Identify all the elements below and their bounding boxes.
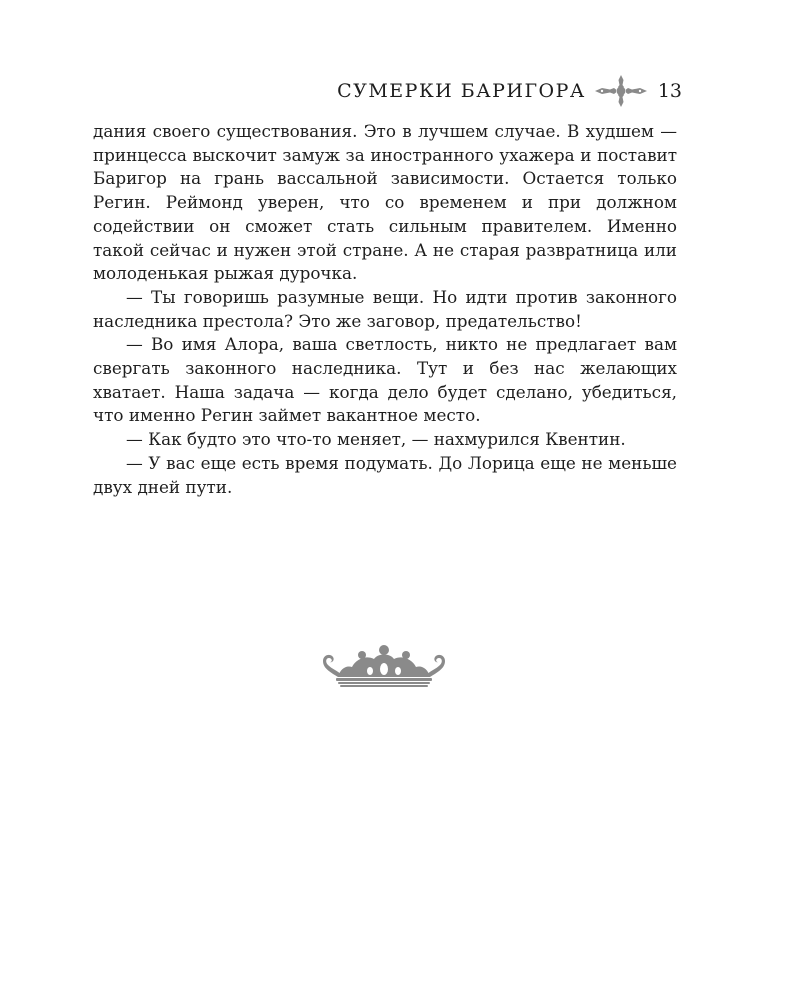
- page-number: 13: [657, 79, 682, 102]
- cross-ornament-icon: [592, 73, 650, 109]
- paragraph: — Во имя Алора, ваша светлость, никто не предлагает вам свергать законного наследника. Тут и без нас желающих хватает. Наша задача — когда дело будет сделано, убедиться, что именно Регин займет вакантное место.: [93, 334, 677, 426]
- paragraph: — Как будто это что-то меняет, — нахмурился Квентин.: [126, 429, 626, 450]
- running-title: СУМЕРКИ БАРИГОРА: [337, 79, 586, 102]
- page-header: [337, 74, 682, 108]
- paragraph: — У вас еще есть время подумать. До Лорица еще не меньше двух дней пути.: [93, 452, 677, 497]
- paragraph: — Ты говоришь разумные вещи. Но идти против законного наследника престола? Это же заговор, предательство!: [93, 286, 677, 331]
- body-text: [93, 120, 677, 499]
- paragraph: дания своего существования. Это в лучшем случае. В худшем — принцесса выскочит замуж за иностранного ухажера и поставит Баригор на грань вассальной зависимости. Остается только Регин. Реймонд уверен, что со временем и при должном содействии он сможет стать сильным правителем. Именно такой сейчас и нужен этой стране. А не старая развратница или молоденькая рыжая дурочка.: [93, 121, 677, 284]
- crown-ornament-icon: [320, 641, 448, 689]
